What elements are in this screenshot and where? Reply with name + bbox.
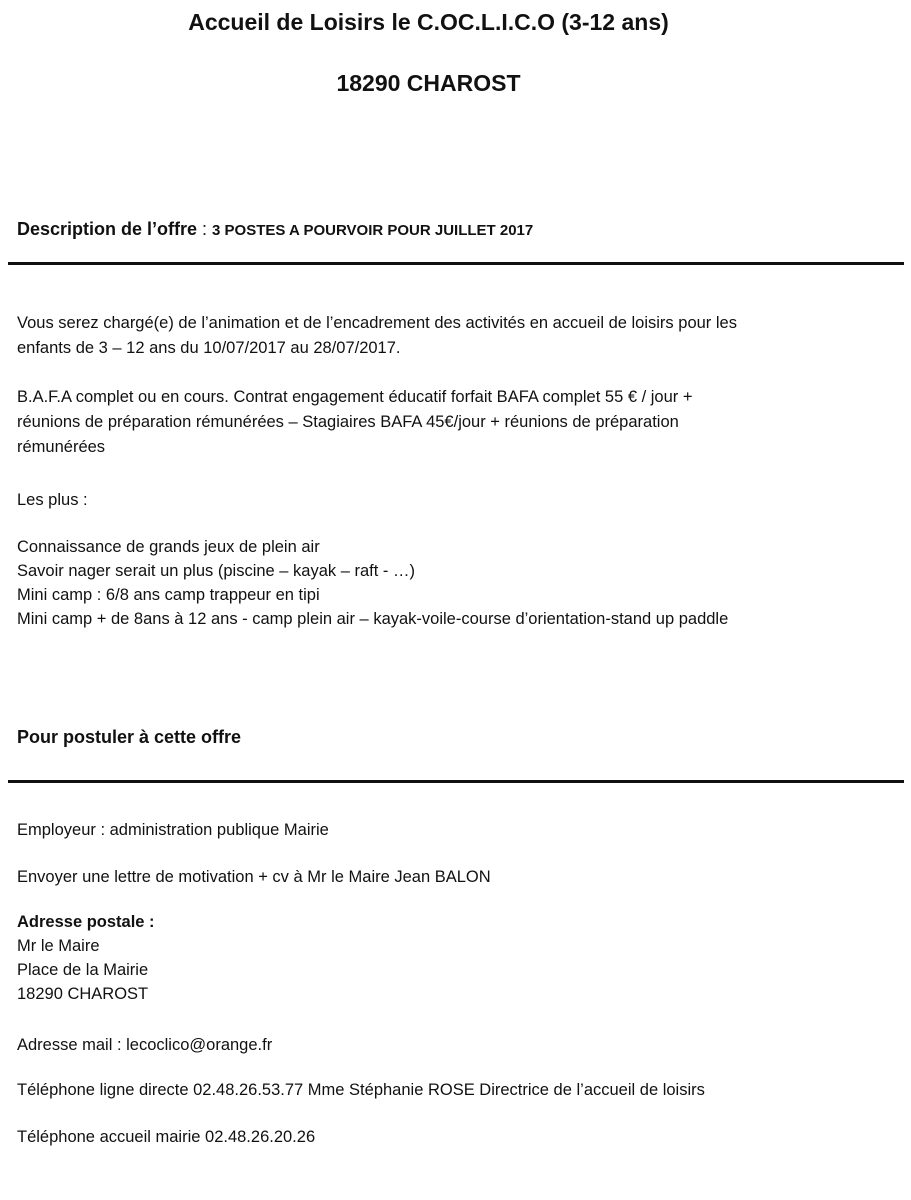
send-line: Envoyer une lettre de motivation + cv à Mr le Maire Jean BALON	[17, 868, 491, 886]
offer-paragraph-2-line: rémunérées	[17, 438, 106, 456]
employer-line: Employeur : administration publique Mairie	[17, 821, 329, 839]
postal-address-line: Mr le Maire	[17, 937, 100, 955]
phone-direct-line: Téléphone ligne directe 02.48.26.53.77 Mme Stéphanie ROSE Directrice de l’accueil de loisirs	[17, 1081, 705, 1099]
list-item: Mini camp : 6/8 ans camp trappeur en tipi	[17, 586, 320, 604]
postal-address-line: 18290 CHAROST	[17, 985, 149, 1003]
offer-heading-value: 3 POSTES A POURVOIR POUR JUILLET 2017	[212, 222, 534, 239]
section-divider	[8, 262, 904, 265]
section-divider	[8, 780, 904, 783]
postal-address	[17, 910, 155, 1006]
plus-label: Les plus :	[17, 491, 88, 509]
phone-mairie-line: Téléphone accueil mairie 02.48.26.20.26	[17, 1128, 316, 1146]
page-subtitle: 18290 CHAROST	[336, 70, 521, 96]
offer-paragraph-2-line: réunions de préparation rémunérées – Stagiaires BAFA 45€/jour + réunions de préparation	[17, 413, 679, 431]
offer-paragraph-1-line: Vous serez chargé(e) de l’animation et de l’encadrement des activités en accueil de loisirs pour les	[17, 314, 737, 332]
offer-heading-label: Description de l’offre	[17, 219, 198, 239]
list-item: Savoir nager serait un plus (piscine – kayak – raft - …)	[17, 562, 416, 580]
postal-address-label: Adresse postale :	[17, 913, 155, 931]
offer-heading	[17, 219, 533, 240]
plus-list	[17, 535, 728, 631]
apply-heading	[17, 727, 241, 748]
list-item: Mini camp + de 8ans à 12 ans - camp plein air – kayak-voile-course d’orientation-stand up paddle	[17, 610, 729, 628]
offer-heading-separator: :	[197, 219, 213, 239]
offer-paragraph-1	[17, 311, 737, 361]
apply-heading-label: Pour postuler à cette offre	[17, 727, 242, 747]
postal-address-line: Place de la Mairie	[17, 961, 149, 979]
offer-paragraph-2-line: B.A.F.A complet ou en cours. Contrat engagement éducatif forfait BAFA complet 55 € / jour +	[17, 388, 693, 406]
page-title: Accueil de Loisirs le C.OC.L.I.C.O (3-12 ans)	[188, 9, 669, 35]
email-line: Adresse mail : lecoclico@orange.fr	[17, 1036, 273, 1054]
offer-paragraph-2	[17, 385, 693, 460]
offer-paragraph-1-line: enfants de 3 – 12 ans du 10/07/2017 au 28/07/2017.	[17, 339, 401, 357]
list-item: Connaissance de grands jeux de plein air	[17, 538, 320, 556]
